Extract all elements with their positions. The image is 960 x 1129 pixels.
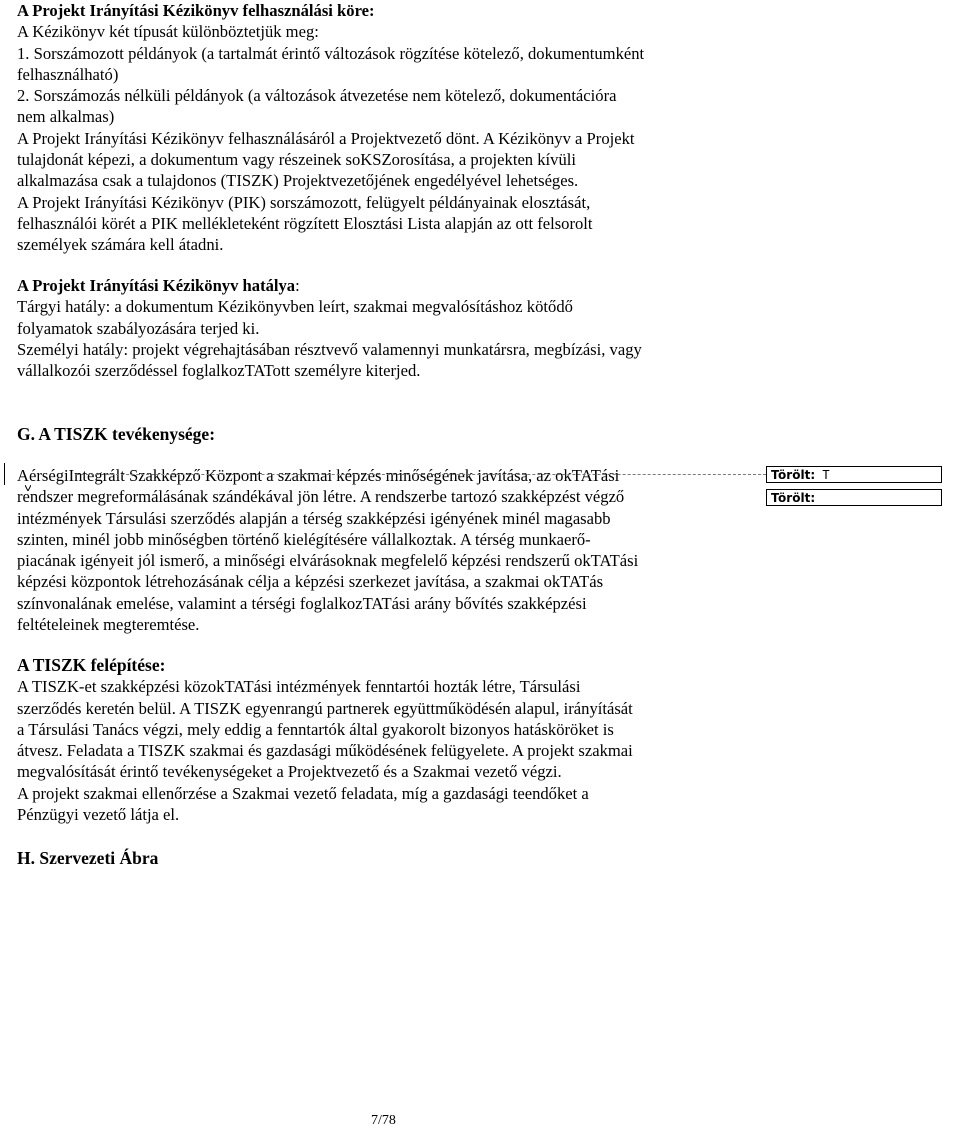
deletion-caret-icon <box>25 485 31 491</box>
usage-line-7: tulajdonát képezi, a dokumentum vagy részeinek soKSZorosítása, a projekten kívüli <box>17 150 576 170</box>
g-line-8: feltételeinek megteremtése. <box>17 615 200 635</box>
structure-line-3: a Társulási Tanács végzi, mely eddig a fenntartók által gyakorolt bizonyos hatásköröket is <box>17 719 614 739</box>
g-line-5: piacának igényeit jól ismerő, a minőségi elvárásoknak megfelelő képzési rendszerű okTATási <box>17 551 639 571</box>
usage-line-5: nem alkalmas) <box>17 107 115 127</box>
usage-line-3: felhasználható) <box>17 64 119 84</box>
revision-balloon-deleted-1[interactable] <box>766 466 942 483</box>
page-number: 7/78 <box>371 1113 396 1128</box>
scope-line-1: Tárgyi hatály: a dokumentum Kézikönyvben leírt, szakmai megvalósításhoz kötődő <box>17 297 573 317</box>
section-g-heading-block <box>17 424 747 445</box>
scope-heading: A Projekt Irányítási Kézikönyv hatálya <box>17 276 296 295</box>
usage-heading: A Projekt Irányítási Kézikönyv felhasználási köre: <box>17 1 375 20</box>
revision-label-1: Törölt: <box>771 468 816 482</box>
usage-line-4: 2. Sorszámozás nélküli példányok (a változások átvezetése nem kötelező, dokumentációra <box>17 86 617 106</box>
scope-heading-line <box>17 275 747 296</box>
scope-line-2: folyamatok szabályozására terjed ki. <box>17 318 260 338</box>
scope-line-3: Személyi hatály: projekt végrehajtásában résztvevő valamennyi munkatársra, megbízási, vagy <box>17 339 642 359</box>
structure-line-7: Pénzügyi vezető látja el. <box>17 805 180 825</box>
section-g-heading: G. A TISZK tevékenysége: <box>17 424 216 444</box>
structure-line-6: A projekt szakmai ellenőrzése a Szakmai vezető feladata, míg a gazdasági teendőket a <box>17 783 589 803</box>
structure-line-2: szerződés keretén belül. A TISZK egyenrangú partnerek együttműködésén alapul, irányítását <box>17 698 633 718</box>
section-structure <box>17 655 747 825</box>
usage-line-2: 1. Sorszámozott példányok (a tartalmát érintő változások rögzítése kötelező, dokumentumként <box>17 43 645 63</box>
structure-line-1: A TISZK-et szakképzési közokTATási intézmények fenntartói hozták létre, Társulási <box>17 677 581 697</box>
section-usage <box>17 0 747 256</box>
structure-heading: A TISZK felépítése: <box>17 655 166 675</box>
structure-line-5: megvalósítását érintő tevékenységeket a Projektvezető és a Szakmai vezető végzi. <box>17 762 562 782</box>
structure-line-4: átvesz. Feladata a TISZK szakmai és gazdasági működésének felügyelete. A projekt szakmai <box>17 741 633 761</box>
revision-connector-line <box>76 474 766 475</box>
section-h-heading: H. Szervezeti Ábra <box>17 848 159 868</box>
g-line-7: színvonalának emelése, valamint a térségi foglalkozTATási arány bővítés szakképzési <box>17 593 587 613</box>
usage-line-10: felhasználói körét a PIK mellékleteként rögzített Elosztási Lista alapján az ott felsorolt <box>17 213 593 233</box>
g-line-6: képzési központok létrehozásának célja a képzési szerkezet javítása, a szakmai okTATás <box>17 572 604 592</box>
usage-line-8: alkalmazása csak a tulajdonos (TISZK) Projektvezetőjének engedélyével lehetséges. <box>17 171 579 191</box>
usage-line-6: A Projekt Irányítási Kézikönyv felhasználásáról a Projektvezető dönt. A Kézikönyv a Projekt <box>17 128 635 148</box>
g-line-1: AérségiIntegrált Szakképző Központ a szakmai képzés minőségének javítása, az okTATási <box>17 466 620 485</box>
section-h <box>17 848 747 869</box>
scope-line-4: vállalkozói szerződéssel foglalkozTATott személyre kiterjed. <box>17 361 421 381</box>
usage-line-1: A Kézikönyv két típusát különböztetjük meg: <box>17 22 319 42</box>
revision-label-2: Törölt: <box>771 491 816 505</box>
revision-text-1: T <box>815 468 830 482</box>
g-line-4: szinten, minél jobb minőségben történő kielégítésére vállalkoztak. A térség munkaerő- <box>17 529 591 549</box>
section-g-body <box>17 465 747 635</box>
scope-heading-colon: : <box>295 276 300 295</box>
g-line-2: rendszer megreformálásának szándékával jön létre. A rendszerbe tartozó szakképzést végző <box>17 487 625 507</box>
g-line-3: intézmények Társulási szerződés alapján a térség szakképzési igényének minél magasabb <box>17 508 611 528</box>
section-scope <box>17 275 747 381</box>
change-bar-marker <box>4 463 5 485</box>
revision-balloon-deleted-2[interactable] <box>766 489 942 506</box>
usage-line-9: A Projekt Irányítási Kézikönyv (PIK) sorszámozott, felügyelt példányainak elosztását, <box>17 192 591 212</box>
usage-line-11: személyek számára kell átadni. <box>17 235 224 255</box>
